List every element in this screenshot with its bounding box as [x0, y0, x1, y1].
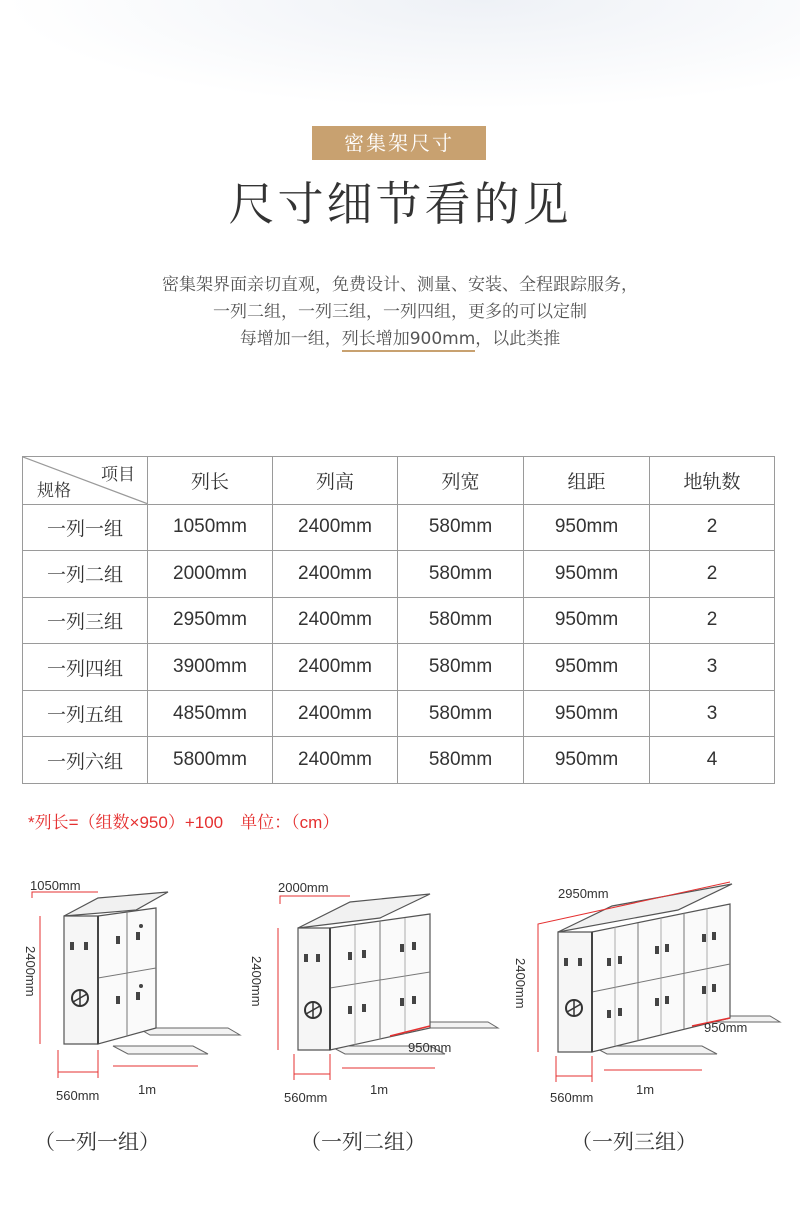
cell-width: 580mm [398, 644, 524, 691]
rail-label: 1m [370, 1082, 389, 1097]
cell-width: 580mm [398, 551, 524, 598]
row-spec: 一列五组 [23, 690, 148, 737]
cell-spacing: 950mm [524, 690, 650, 737]
intro-text [0, 272, 800, 353]
cell-length: 1050mm [148, 504, 273, 551]
section-badge: 密集架尺寸 [312, 126, 486, 160]
cell-width: 580mm [398, 737, 524, 784]
col-header-length: 列长 [148, 457, 273, 505]
corner-cell [23, 457, 148, 505]
table-row [23, 644, 775, 691]
corner-label-spec: 规格 [37, 480, 71, 500]
row-spec: 一列二组 [23, 551, 148, 598]
table-row [23, 690, 775, 737]
distance-label: 950mm [704, 1020, 748, 1035]
intro-line-3 [0, 326, 800, 353]
page-title: 尺寸细节看的见 [228, 177, 572, 231]
table-row [23, 504, 775, 551]
cell-height: 2400mm [273, 737, 398, 784]
col-header-spacing: 组距 [524, 457, 650, 505]
cell-rails: 4 [650, 737, 775, 784]
row-spec: 一列四组 [23, 644, 148, 691]
intro-line-3-suffix: ，以此类推 [475, 329, 561, 349]
cell-height: 2400mm [273, 504, 398, 551]
caption-1: （一列一组） [34, 1130, 160, 1154]
rail-label: 1m [138, 1082, 157, 1097]
shelf-drawing [250, 868, 500, 1108]
cell-length: 4850mm [148, 690, 273, 737]
shelf-drawing [18, 868, 238, 1108]
height-label: 2400mm [249, 956, 264, 1007]
shelf-diagram-3 [512, 868, 782, 1108]
cell-spacing: 950mm [524, 551, 650, 598]
row-spec: 一列一组 [23, 504, 148, 551]
table-row [23, 551, 775, 598]
cell-length: 2000mm [148, 551, 273, 598]
intro-highlight: 列长增加900mm [342, 329, 476, 352]
cell-rails: 3 [650, 690, 775, 737]
cell-width: 580mm [398, 690, 524, 737]
row-spec: 一列六组 [23, 737, 148, 784]
distance-label: 950mm [408, 1040, 452, 1055]
cell-length: 3900mm [148, 644, 273, 691]
length-label: 2950mm [558, 886, 609, 901]
intro-line-2: 一列二组，一列三组，一列四组，更多的可以定制 [213, 302, 587, 322]
caption-3: （一列三组） [571, 1130, 697, 1154]
shelf-diagram-2 [250, 868, 500, 1108]
cell-length: 5800mm [148, 737, 273, 784]
col-header-rails: 地轨数 [650, 457, 775, 505]
cell-rails: 2 [650, 504, 775, 551]
corner-label-item: 项目 [101, 465, 135, 484]
intro-line-1: 密集架界面亲切直观，免费设计、测量、安装、全程跟踪服务， [162, 275, 638, 295]
cell-height: 2400mm [273, 644, 398, 691]
cell-rails: 2 [650, 597, 775, 644]
rail-label: 1m [636, 1082, 655, 1097]
cell-length: 2950mm [148, 597, 273, 644]
intro-line-3-prefix: 每增加一组， [239, 329, 342, 349]
cell-rails: 2 [650, 551, 775, 598]
shelf-diagram-1 [18, 868, 238, 1108]
cell-width: 580mm [398, 504, 524, 551]
cell-height: 2400mm [273, 597, 398, 644]
shelf-drawing [512, 868, 782, 1108]
col-header-height: 列高 [273, 457, 398, 505]
formula-note: *列长=（组数×950）+100 单位：（cm） [28, 813, 340, 832]
cell-spacing: 950mm [524, 504, 650, 551]
length-label: 2000mm [278, 880, 329, 895]
table-row [23, 597, 775, 644]
cell-height: 2400mm [273, 551, 398, 598]
cell-rails: 3 [650, 644, 775, 691]
caption-2: （一列二组） [300, 1130, 426, 1154]
col-header-width: 列宽 [398, 457, 524, 505]
table-row [23, 737, 775, 784]
cell-spacing: 950mm [524, 644, 650, 691]
top-background [0, 0, 800, 110]
height-label: 2400mm [23, 946, 38, 997]
row-spec: 一列三组 [23, 597, 148, 644]
cell-spacing: 950mm [524, 737, 650, 784]
width-label: 560mm [550, 1090, 594, 1105]
height-label: 2400mm [513, 958, 528, 1009]
cell-height: 2400mm [273, 690, 398, 737]
length-label: 1050mm [30, 878, 81, 893]
width-label: 560mm [56, 1088, 100, 1103]
cell-width: 580mm [398, 597, 524, 644]
table-header-row [23, 457, 775, 505]
spec-table [22, 456, 775, 784]
width-label: 560mm [284, 1090, 328, 1105]
cell-spacing: 950mm [524, 597, 650, 644]
